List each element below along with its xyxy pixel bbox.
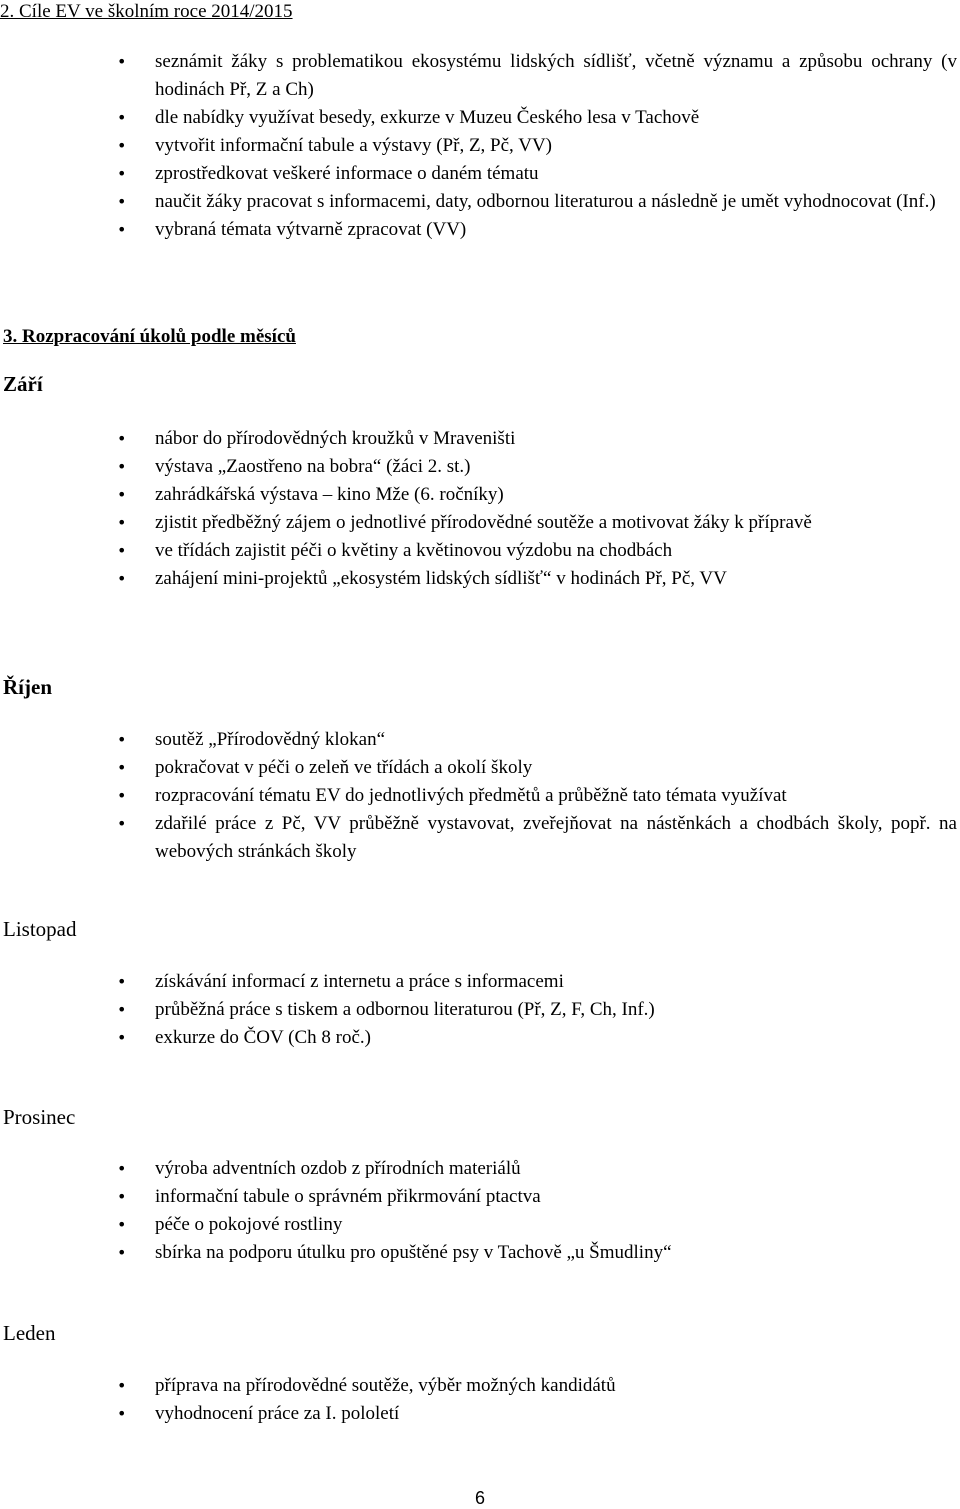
list-item: • průběžná práce s tiskem a odbornou literaturou (Př, Z, F, Ch, Inf.) [0,996,900,1024]
list-item: • výroba adventních ozdob z přírodních materiálů [0,1155,900,1183]
list-item: • sbírka na podporu útulku pro opuštěné psy v Tachově „u Šmudliny“ [0,1239,900,1267]
list-item: • výstava „Zaostřeno na bobra“ (žáci 2. st.) [0,453,900,481]
month-heading-september: Září [3,372,43,396]
month-heading-december: Prosinec [3,1105,76,1129]
january-list [0,1372,900,1428]
month-heading-november: Listopad [3,917,77,941]
list-item: • péče o pokojové rostliny [0,1211,900,1239]
list-item: • zprostředkovat veškeré informace o daném tématu [0,160,957,188]
list-item: • příprava na přírodovědné soutěže, výběr možných kandidátů [0,1372,900,1400]
list-item: • seznámit žáky s problematikou ekosystému lidských sídlišť, včetně významu a způsobu ochrany (v hodinách Př, Z a Ch) [0,48,957,104]
list-item: • informační tabule o správném přikrmování ptactva [0,1183,900,1211]
list-item: • zdařilé práce z Pč, VV průběžně vystavovat, zveřejňovat na nástěnkách a chodbách školy, popř. na webových stránkách školy [0,810,957,866]
list-item: • ve třídách zajistit péči o květiny a květinovou výzdobu na chodbách [0,537,900,565]
section-heading-monthly-tasks: 3. Rozpracování úkolů podle měsíců [3,326,296,347]
list-item: • získávání informací z internetu a práce s informacemi [0,968,900,996]
november-list [0,968,900,1052]
page-number: 6 [474,1488,485,1508]
list-item: • naučit žáky pracovat s informacemi, daty, odbornou literaturou a následně je umět vyhodnocovat (Inf.) [0,188,957,216]
goals-list [0,48,957,244]
section-heading-goals: 2. Cíle EV ve školním roce 2014/2015 [0,1,293,22]
list-item: • exkurze do ČOV (Ch 8 roč.) [0,1024,900,1052]
list-item: • zjistit předběžný zájem o jednotlivé přírodovědné soutěže a motivovat žáky k přípravě [0,509,900,537]
list-item: • vyhodnocení práce za I. pololetí [0,1400,900,1428]
december-list [0,1155,900,1267]
list-item: • soutěž „Přírodovědný klokan“ [0,726,957,754]
list-item: • rozpracování tématu EV do jednotlivých předmětů a průběžně tato témata využívat [0,782,957,810]
list-item: • zahájení mini-projektů „ekosystém lidských sídlišť“ v hodinách Př, Pč, VV [0,565,900,593]
october-list [0,726,957,866]
list-item: • zahrádkářská výstava – kino Mže (6. ročníky) [0,481,900,509]
month-heading-october: Říjen [3,675,52,699]
list-item: • pokračovat v péči o zeleň ve třídách a okolí školy [0,754,957,782]
month-heading-january: Leden [3,1321,56,1345]
list-item: • vytvořit informační tabule a výstavy (Př, Z, Pč, VV) [0,132,957,160]
list-item: • dle nabídky využívat besedy, exkurze v Muzeu Českého lesa v Tachově [0,104,957,132]
september-list [0,425,900,593]
list-item: • nábor do přírodovědných kroužků v Mraveništi [0,425,900,453]
list-item: • vybraná témata výtvarně zpracovat (VV) [0,216,957,244]
